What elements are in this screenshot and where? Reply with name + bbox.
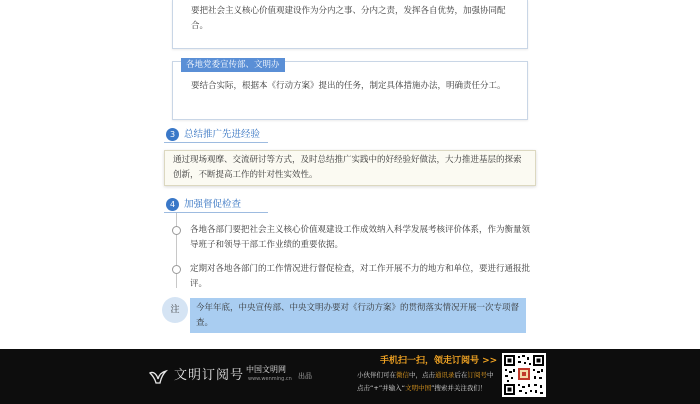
responsibility-box-departments <box>172 0 528 49</box>
note-text: 今年年底，中央宣传部、中央文明办要对《行动方案》的贯彻落实情况开展一次专项督查。 <box>196 303 520 328</box>
section-underline <box>164 142 268 143</box>
scan-slogan: 手机扫一扫，领走订阅号 >> <box>380 356 498 366</box>
instruction-line-1: 小伙伴们可在微信中，点击通讯录后在订阅号中 <box>357 371 494 379</box>
bullet-dot <box>172 226 181 235</box>
produced-by-label: 出品 <box>298 372 312 380</box>
list-item: 定期对各地各部门的工作情况进行督促检查，对工作开展不力的地方和单位，要进行通报批评。 <box>190 264 531 289</box>
section-underline <box>164 212 268 213</box>
section-content-box <box>164 150 536 186</box>
bullet-dot <box>172 265 181 274</box>
instruction-line-2: 点击“+”并输入“文明中国”搜索并关注我们！ <box>357 384 487 392</box>
section-title: 加强督促检查 <box>184 199 242 210</box>
qr-code-icon <box>502 353 546 397</box>
note-label: 注 <box>162 297 188 323</box>
site-url[interactable]: www.wenming.cn <box>248 376 292 382</box>
responsibility-text: 要结合实际，根据本《行动方案》提出的任务，制定具体措施办法，明确责任分工。 <box>191 81 506 91</box>
site-name[interactable]: 中国文明网 <box>246 365 286 374</box>
section-title: 总结推广先进经验 <box>184 129 261 140</box>
responsibility-text: 要把社会主义核心价值观建设作为分内之事、分内之责，发挥各自优势，加强协同配合。 <box>191 6 506 31</box>
wenming-bird-icon <box>148 367 168 387</box>
note-box <box>190 298 526 333</box>
responsibility-tag: 各地党委宣传部、文明办 <box>181 58 285 72</box>
list-item: 各地各部门要把社会主义核心价值观建设工作成效纳入科学发展考核评价体系，作为衡量领导班子和领导干部工作业绩的重要依据。 <box>190 225 531 250</box>
footer-bar <box>0 349 700 404</box>
brand-name: 文明订阅号 <box>174 368 245 383</box>
section-text: 通过现场观摩、交流研讨等方式，及时总结推广实践中的好经验好做法，大力推进基层的探索创新，不断提高工作的针对性实效性。 <box>173 155 522 180</box>
timeline-line <box>176 213 177 288</box>
section-number: 3 <box>166 128 179 141</box>
section-number: 4 <box>166 198 179 211</box>
